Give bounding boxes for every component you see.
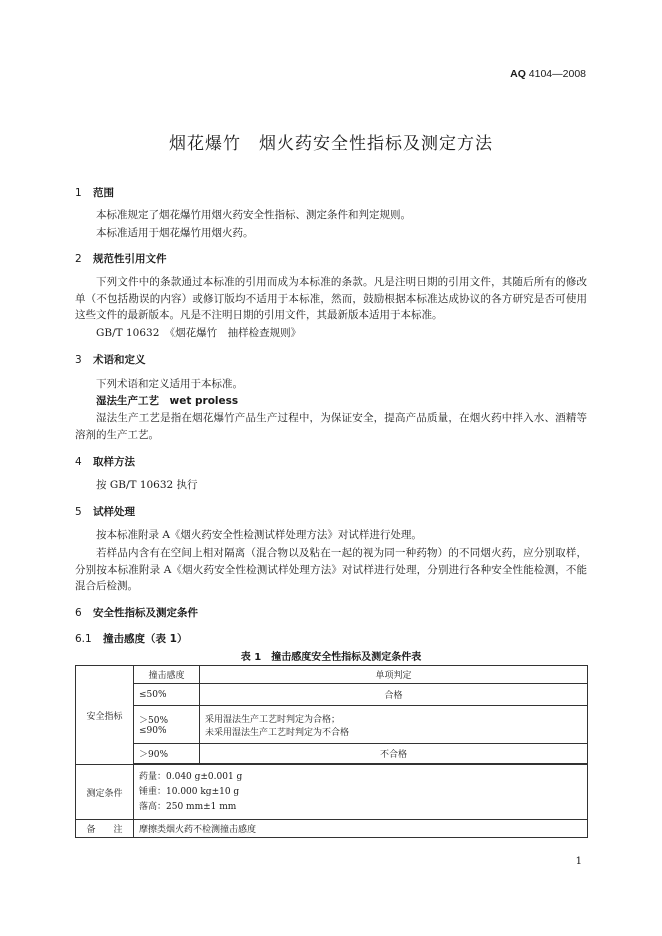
row1-range: ≤50% bbox=[134, 684, 200, 706]
table-caption: 表 1 撞击感度安全性指标及测定条件表 bbox=[240, 652, 422, 663]
section-4-heading: 4 取样方法 bbox=[75, 456, 135, 468]
header-sensitivity: 撞击感度 bbox=[134, 666, 200, 684]
row2-result: 采用湿法生产工艺时判定为合格； 未采用湿法生产工艺时判定为不合格 bbox=[200, 706, 588, 744]
section-6-heading: 6 安全性指标及测定条件 bbox=[75, 607, 198, 619]
section-3-term: 湿法生产工艺 wet proless bbox=[96, 395, 239, 407]
section-3-p1: 下列术语和定义适用于本标准。 bbox=[96, 378, 243, 390]
section-2-ref: GB/T 10632 《烟花爆竹 抽样检查规则》 bbox=[96, 327, 302, 339]
safety-label: 安全指标 bbox=[76, 666, 134, 765]
section-1-p1: 本标准规定了烟花爆竹用烟火药安全性指标、测定条件和判定规则。 bbox=[96, 209, 411, 221]
section-1-heading: 1 范围 bbox=[75, 187, 114, 199]
header-judgement: 单项判定 bbox=[200, 666, 588, 684]
note-label: 备 注 bbox=[76, 820, 134, 838]
std-code: AQ bbox=[510, 68, 526, 80]
section-5-heading: 5 试样处理 bbox=[75, 506, 135, 518]
section-3-heading: 3 术语和定义 bbox=[75, 354, 146, 366]
section-4-p1: 按 GB/T 10632 执行 bbox=[96, 479, 198, 491]
page-number: 1 bbox=[575, 856, 582, 867]
page-title: 烟花爆竹 烟火药安全性指标及测定方法 bbox=[169, 134, 493, 154]
section-3-def: 湿法生产工艺是指在烟花爆竹产品生产过程中，为保证安全，提高产品质量，在烟火药中拌入水、酒精等溶剂的生产工艺。 bbox=[75, 412, 587, 441]
conditions-label: 测定条件 bbox=[76, 765, 134, 820]
row3-result: 不合格 bbox=[200, 744, 588, 764]
standard-header bbox=[510, 68, 586, 80]
section-6-1-heading: 6.1 撞击感度（表 1） bbox=[75, 633, 188, 645]
row3-range: ＞90% bbox=[134, 744, 200, 764]
section-5-p2: 若样品内含有在空间上相对隔离（混合物以及粘在一起的视为同一种药物）的不同烟火药，应分别取样，分别按本标准附录 A《烟火药安全性检测试样处理方法》对试样进行处理，分别进行各种安全性能检测，不能混合后检测。 bbox=[75, 547, 587, 592]
row1-result: 合格 bbox=[200, 684, 588, 706]
section-1-p2: 本标准适用于烟花爆竹用烟火药。 bbox=[96, 227, 254, 239]
conditions-values: 药量：0.040 g±0.001 g 锤重：10.000 kg±10 g 落高：250 mm±1 mm bbox=[134, 765, 588, 820]
section-5-p1: 按本标准附录 A《烟火药安全性检测试样处理方法》对试样进行处理。 bbox=[96, 529, 422, 541]
section-2-heading: 2 规范性引用文件 bbox=[75, 253, 167, 265]
note-text: 摩擦类烟火药不检测撞击感度 bbox=[134, 820, 588, 838]
impact-sensitivity-table bbox=[75, 665, 588, 838]
row2-range: ＞50% ≤90% bbox=[134, 706, 200, 744]
section-2-p1: 下列文件中的条款通过本标准的引用而成为本标准的条款。凡是注明日期的引用文件，其随后所有的修改单（不包括勘误的内容）或修订版均不适用于本标准，然而，鼓励根据本标准达成协议的各方研究是否可使用这些文件的最新版本。凡是不注明日期的引用文件，其最新版本适用于本标准。 bbox=[75, 276, 587, 321]
std-number: 4104—2008 bbox=[528, 68, 586, 80]
